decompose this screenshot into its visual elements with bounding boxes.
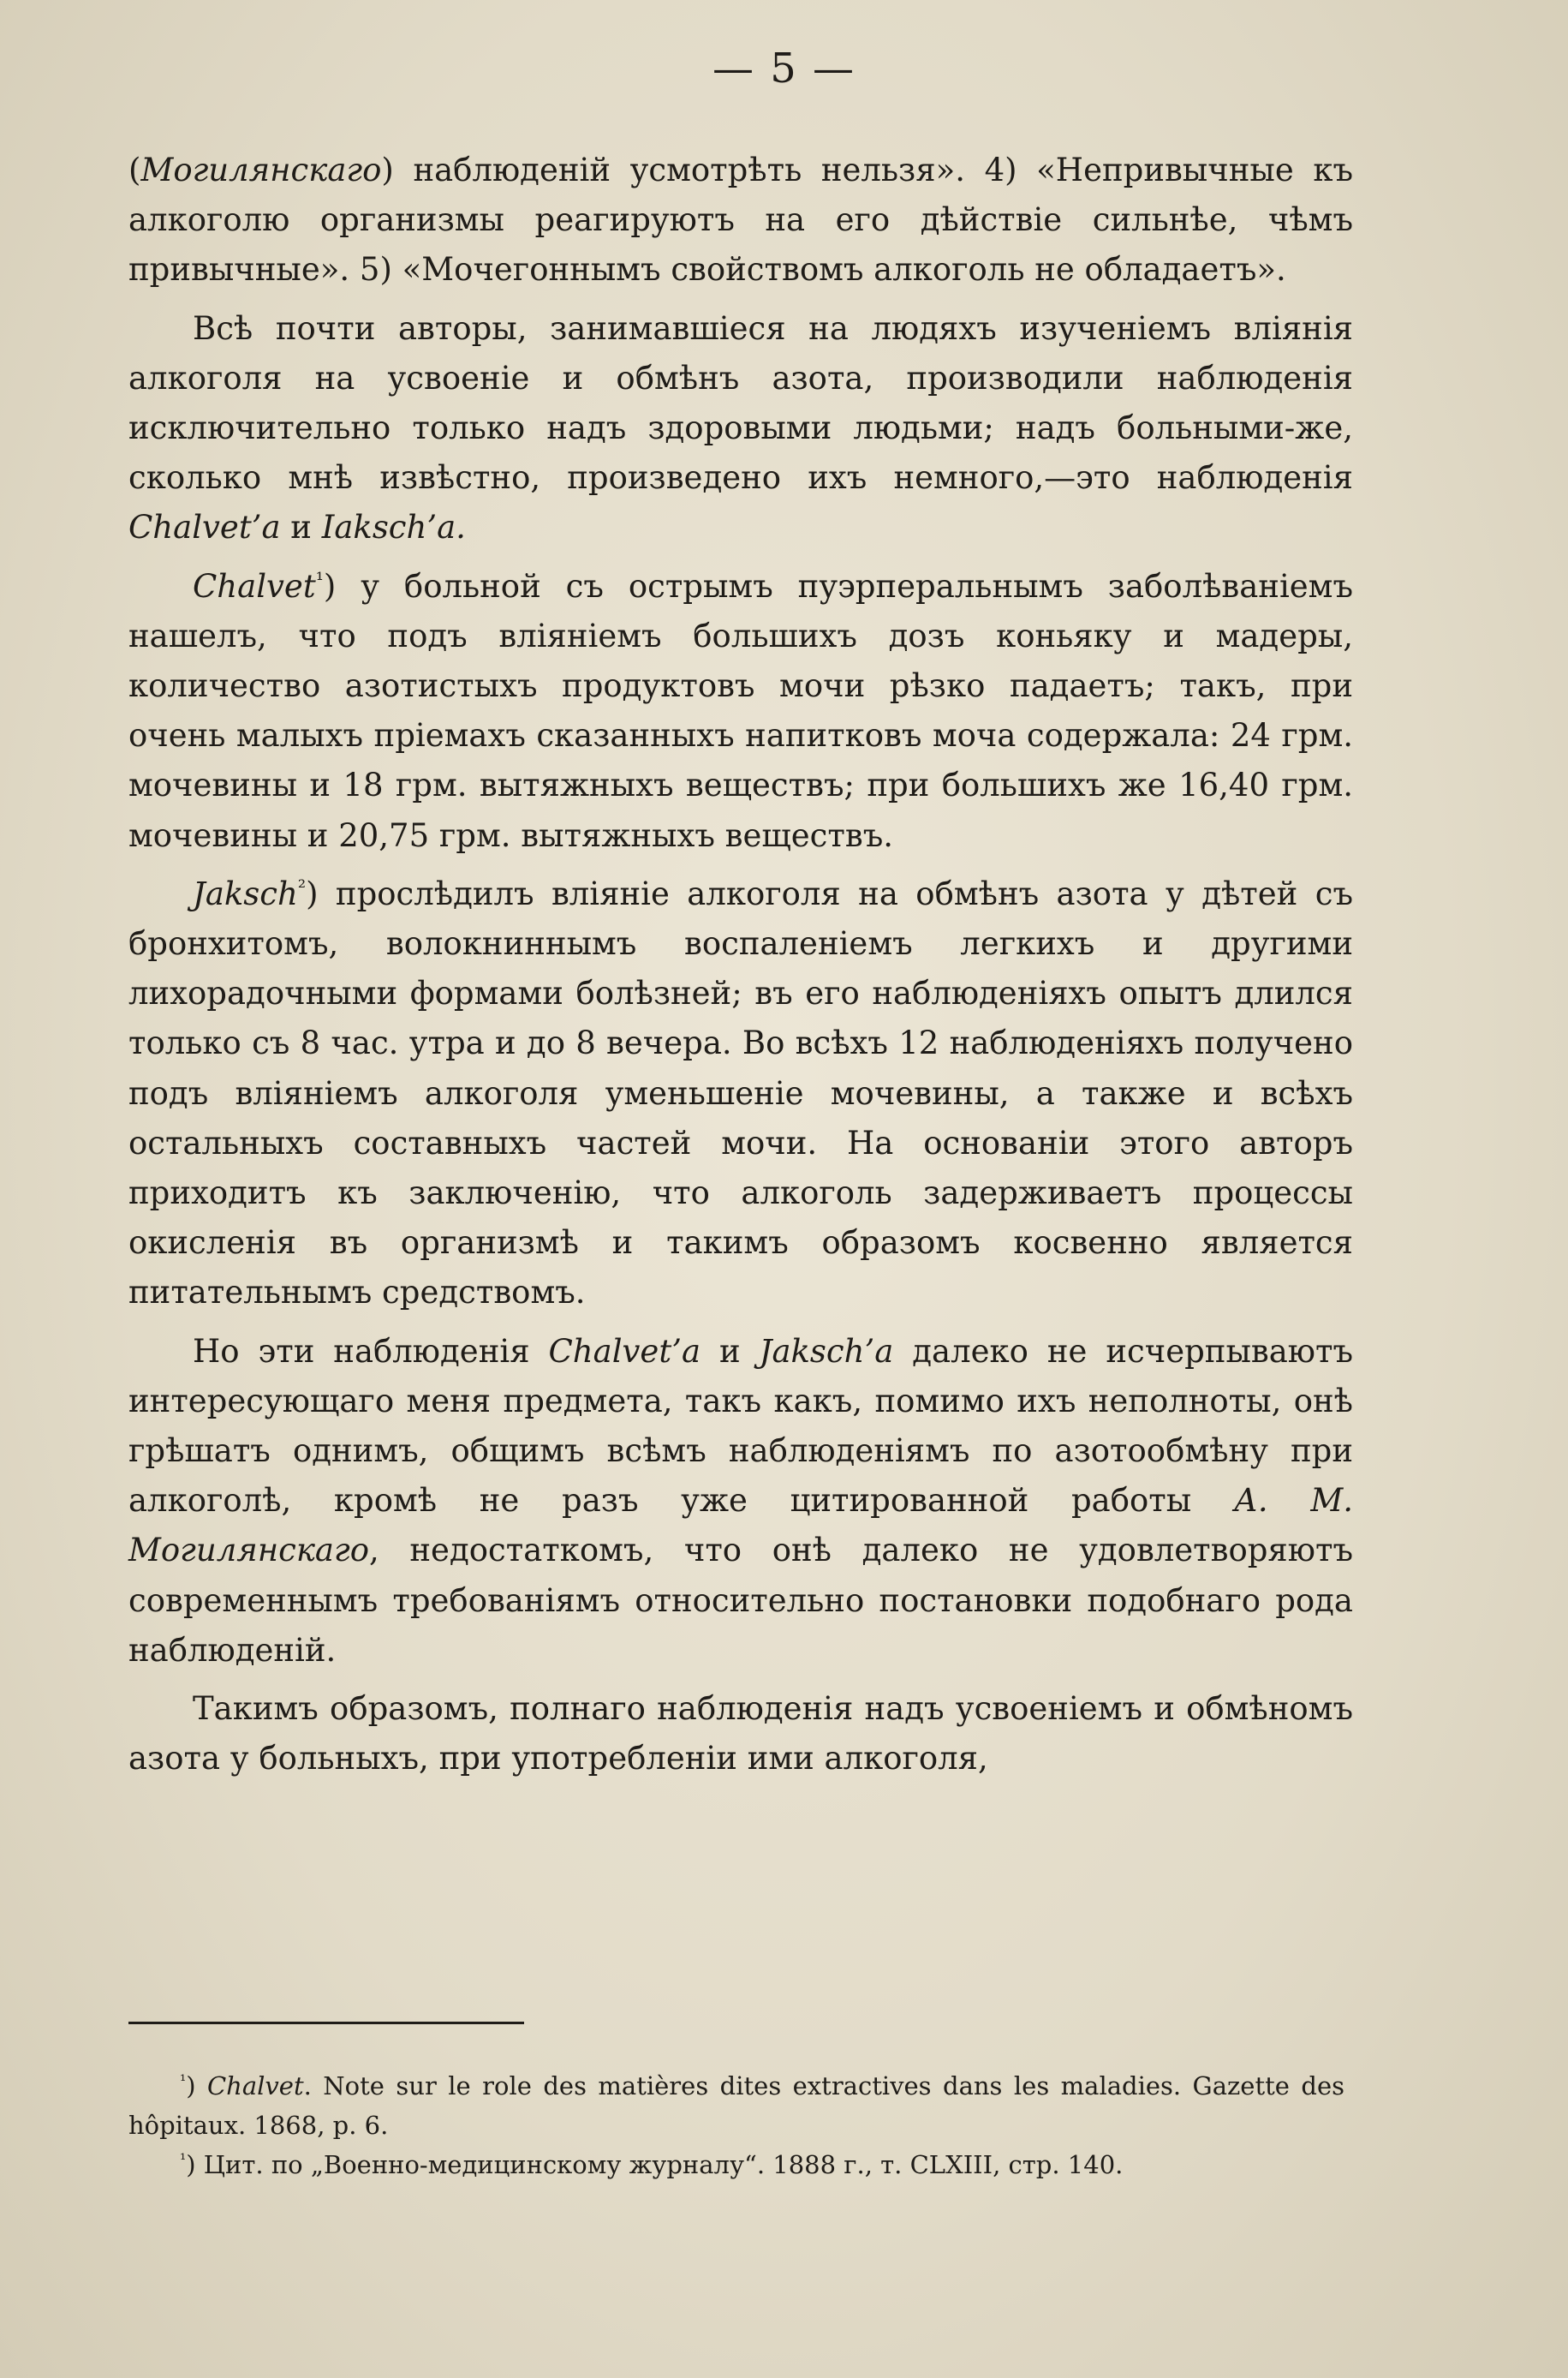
paragraph bbox=[128, 146, 1353, 296]
footnote bbox=[128, 2066, 1344, 2145]
italic-text: Chalvet’a bbox=[128, 509, 281, 547]
paragraph bbox=[128, 562, 1353, 861]
text-run: ) bbox=[186, 2071, 207, 2100]
text-run: Такимъ образомъ, полнаго наблюденія надъ усвоеніемъ и обмѣномъ азота у больныхъ, при употребленіи ими алкоголя, bbox=[128, 1690, 1353, 1778]
footnotes bbox=[128, 2066, 1344, 2184]
italic-text: Chalvet bbox=[206, 2071, 304, 2100]
footnote-marker: ¹ bbox=[180, 2151, 187, 2170]
paragraph bbox=[128, 1684, 1353, 1784]
italic-text: А. М. Могилянскаго bbox=[128, 1482, 1353, 1569]
page-number: — 5 — bbox=[712, 45, 856, 93]
text-run: и bbox=[280, 509, 322, 547]
text-run: далеко не исчерпываютъ интересующаго меня предмета, такъ какъ, помимо ихъ неполноты, онѣ грѣшатъ однимъ, общимъ всѣмъ наблюденіямъ по азотообмѣну при алкоголѣ, кромѣ не разъ уже цитированной работы bbox=[128, 1332, 1353, 1520]
text-run: Всѣ почти авторы, занимавшіеся на людяхъ изученіемъ вліянія алкоголя на усвоеніе и обмѣнъ азота, производили наблюденія исключительно только надъ здоровыми людьми; надъ больными-же, сколько мнѣ извѣстно, произведено ихъ немного,—это наблюденія bbox=[128, 309, 1353, 497]
main-text bbox=[128, 146, 1353, 1784]
text-run: Но эти наблюденія bbox=[193, 1332, 549, 1370]
text-run: ) у больной съ острымъ пуэрперальнымъ заболѣваніемъ нашелъ, что подъ вліяніемъ большихъ дозъ коньяку и мадеры, количество азотистыхъ продуктовъ мочи рѣзко падаетъ; такъ, при очень малыхъ пріемахъ сказанныхъ напитковъ моча содержала: 24 грм. мочевины и 18 грм. вытяжныхъ веществъ; при большихъ же 16,40 грм. мочевины и 20,75 грм. вытяжныхъ веществъ. bbox=[128, 567, 1353, 854]
text-run: ) прослѣдилъ вліяніе алкоголя на обмѣнъ азота у дѣтей съ бронхитомъ, волокниннымъ воспаленіемъ легкихъ и другими лихорадочными формами болѣзней; въ его наблюденіяхъ опытъ длился только съ 8 час. утра и до 8 вечера. Во всѣхъ 12 наблюденіяхъ получено подъ вліяніемъ алкоголя уменьшеніе мочевины, а также и всѣхъ остальныхъ составныхъ частей мочи. На основаніи этого авторъ приходитъ къ заключенію, что алкоголь задерживаетъ процессы окисленія въ организмѣ и такимъ образомъ косвенно является питательнымъ средствомъ. bbox=[128, 875, 1353, 1311]
italic-text: Могилянскаго bbox=[140, 152, 382, 188]
text-run: ) наблюденій усмотрѣть нельзя». 4) «Непривычные къ алкоголю организмы реагируютъ на его дѣйствіе сильнѣе, чѣмъ привычные». 5) «Мочегоннымъ свойствомъ алкоголь не обладаетъ». bbox=[128, 152, 1353, 289]
italic-text: Jaksch’a bbox=[759, 1332, 894, 1370]
text-run: ) Цит. по „Военно-медицинскому журналу“. 1888 г., т. CLXIII, стр. 140. bbox=[186, 2150, 1124, 2179]
footnote bbox=[128, 2145, 1344, 2184]
italic-text: Chalvet bbox=[193, 567, 316, 605]
footnote-marker: ¹ bbox=[315, 569, 324, 592]
italic-text: Iaksch’a. bbox=[321, 509, 466, 547]
footnote-marker: ² bbox=[297, 876, 307, 899]
footnote-marker: ¹ bbox=[180, 2072, 187, 2091]
italic-text: Jaksch bbox=[193, 875, 298, 912]
text-run: , недостаткомъ, что онѣ далеко не удовлетворяютъ современнымъ требованіямъ относительно постановки подобнаго рода наблюденій. bbox=[128, 1532, 1353, 1669]
paragraph bbox=[128, 1327, 1353, 1676]
footnote-divider bbox=[128, 2022, 524, 2024]
paragraph bbox=[128, 304, 1353, 553]
paragraph bbox=[128, 869, 1353, 1318]
italic-text: Chalvet’a bbox=[548, 1332, 701, 1370]
text-run: ( bbox=[128, 152, 141, 188]
text-run: . Note sur le role des matières dites extractives dans les maladies. Gazette des hôpitaux. 1868, p. 6. bbox=[128, 2071, 1344, 2140]
text-run: и bbox=[701, 1332, 760, 1370]
